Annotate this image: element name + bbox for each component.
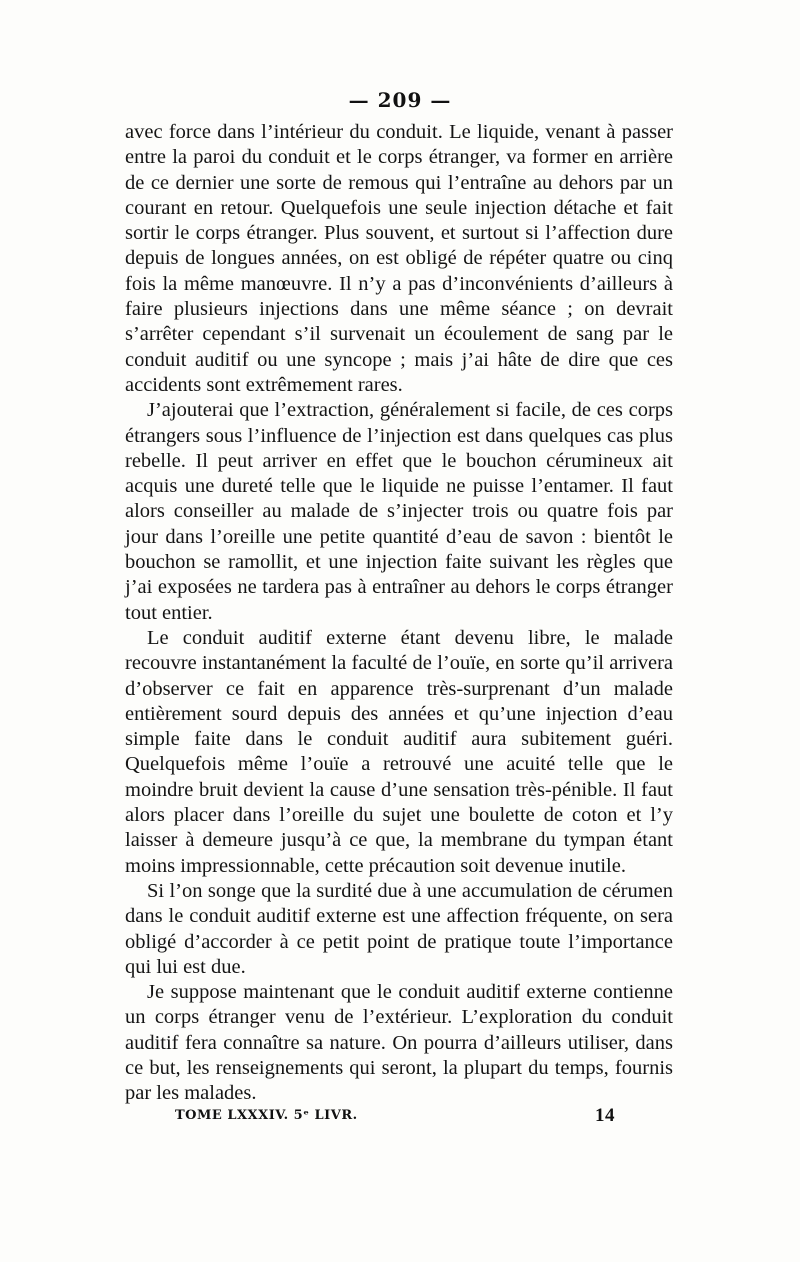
paragraph-5: Je suppose maintenant que le conduit auditif externe contienne un corps étranger venu de l’extérieur. L’exploration du conduit auditif fera connaître sa nature. On pourra d’ailleurs utiliser, dans ce but, les renseignements qui seront, la plupart du temps, fournis par les malades. xyxy=(125,981,673,1105)
page-footer xyxy=(175,1105,615,1126)
paragraph-1: avec force dans l’intérieur du conduit. Le liquide, venant à passer entre la paroi du conduit et le corps étranger, va former en arrière de ce dernier une sorte de remous qui l’entraîne au dehors par un courant en retour. Quelquefois une seule injection détache et fait sortir le corps étranger. Plus souvent, et surtout si l’affection dure depuis de longues années, on est obligé de répéter quatre ou cinq fois la même manœuvre. Il n’y a pas d’inconvénients d’ailleurs à faire plusieurs injections dans une même séance ; on devrait s’arrêter cependant s’il survenait un écoulement de sang par le conduit auditif ou une syncope ; mais j’ai hâte de dire que ces accidents sont extrêmement rares. xyxy=(125,121,673,396)
paragraph-4: Si l’on songe que la surdité due à une accumulation de cérumen dans le conduit auditif externe est une affection fréquente, on sera obligé d’accorder à ce petit point de pratique toute l’importance qui lui est due. xyxy=(125,879,673,978)
body-text xyxy=(125,120,673,1107)
volume-signature: TOME LXXXIV. 5ᵉ LIVR. xyxy=(175,1108,358,1123)
page-number-header: — 209 — xyxy=(348,88,452,112)
paragraph-3: Le conduit auditif externe étant devenu libre, le malade recouvre instantanément la faculté de l’ouïe, en sorte qu’il arrivera d’observer ce fait en apparence très-surprenant d’un malade entièrement sourd depuis des années et qu’une injection d’eau simple faite dans le conduit auditif aura subitement guéri. Quelquefois même l’ouïe a retrouvé une acuité telle que le moindre bruit devient la cause d’une sensation très-pénible. Il faut alors placer dans l’oreille du sujet une boulette de coton et l’y laisser à demeure jusqu’à ce que, la membrane du tympan étant moins impressionnable, cette précaution soit devenue inutile. xyxy=(125,626,673,877)
sheet-signature: 14 xyxy=(595,1105,615,1126)
paragraph-2: J’ajouterai que l’extraction, généralement si facile, de ces corps étrangers sous l’influence de l’injection est dans quelques cas plus rebelle. Il peut arriver en effet que le bouchon cérumineux ait acquis une dureté telle que le liquide ne puisse l’entamer. Il faut alors conseiller au malade de s’injecter trois ou quatre fois par jour dans l’oreille une petite quantité d’eau de savon : bientôt le bouchon se ramollit, et une injection faite suivant les règles que j’ai exposées ne tardera pas à entraîner au dehors le corps étranger tout entier. xyxy=(125,399,673,624)
